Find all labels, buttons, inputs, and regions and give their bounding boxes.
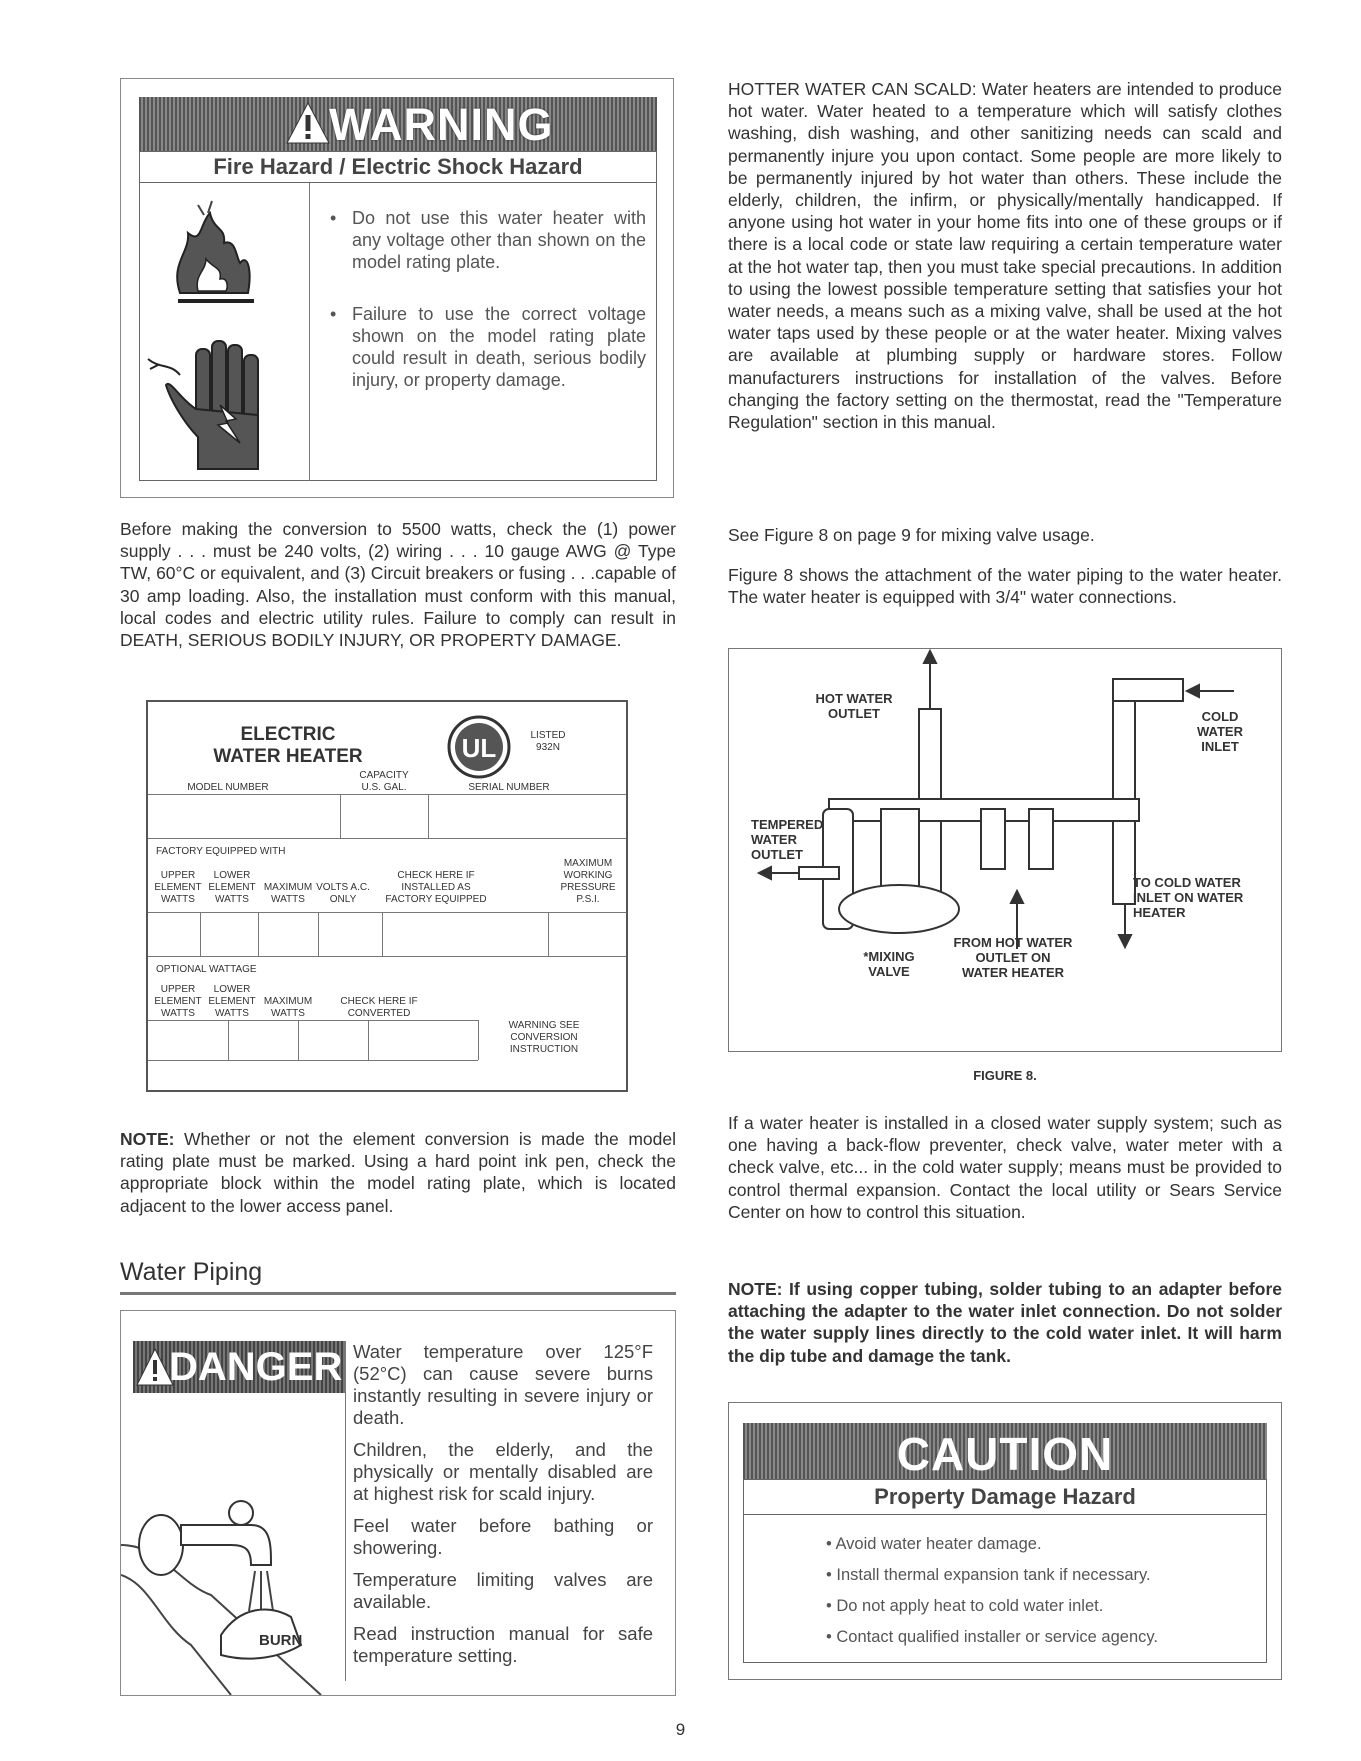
closed-system-paragraph: If a water heater is installed in a closed water supply system; such as one having a back-flow preventer, check valve, water meter with a check valve, etc... in the cold water supply; means must be provided to control thermal expansion. Contact the local utility or Sears Service Center on how to control this situation. [728,1113,1282,1222]
caution-list [826,1529,1158,1653]
maximum-watts-label: MAXIMUM WATTS [263,882,313,905]
to-cold-water-label: TO COLD WATER INLET ON WATER HEATER [1133,875,1244,920]
hot-water-outlet-label: HOT WATER OUTLET [815,691,893,721]
danger-item: Temperature limiting valves are available. [353,1569,653,1612]
faucet-burn-icon [121,1395,345,1695]
fire-icon [140,183,310,323]
figure-intro-paragraph: Figure 8 shows the attachment of the water piping to the water heater. The water heater is equipped with 3/4" water connections. [728,565,1282,608]
serial-number-label: SERIAL NUMBER [468,782,550,793]
caution-item: • Install thermal expansion tank if necessary. [826,1560,1158,1591]
conversion-warning-label: WARNING SEE CONVERSION INSTRUCTION [508,1020,580,1055]
from-hot-water-label: FROM HOT WATER OUTLET ON WATER HEATER [953,935,1073,980]
listed-label: LISTED 932N [530,730,566,753]
working-pressure-label: WORKING PRESSURE P.S.I. [560,870,616,905]
tempered-water-outlet-label: TEMPERED WATER OUTLET [751,817,824,862]
volts-label: VOLTS A.C. ONLY [316,882,370,905]
warning-subtitle: Fire Hazard / Electric Shock Hazard [139,151,657,183]
maximum-label: MAXIMUM [563,858,613,869]
model-rating-plate [146,700,628,1092]
warning-item: • Do not use this water heater with any voltage other than shown on the model rating plate. [326,207,646,273]
caution-title: CAUTION [896,1428,1114,1480]
optional-lower-label: LOWER ELEMENT WATTS [208,984,256,1019]
figure-caption: FIGURE 8. [973,1068,1037,1083]
danger-box [120,1310,676,1696]
plate-title: ELECTRIC WATER HEATER [213,724,363,767]
see-figure-paragraph: See Figure 8 on page 9 for mixing valve usage. [728,525,1095,545]
danger-item: Water temperature over 125°F (52°C) can cause severe burns instantly resulting in severe injury or death. [353,1341,653,1428]
ul-logo-icon [446,714,512,780]
caution-item: • Do not apply heat to cold water inlet. [826,1591,1158,1622]
warning-box [120,78,674,498]
scald-paragraph: HOTTER WATER CAN SCALD: Water heaters are intended to produce hot water. Water heated to a temperature which will satisfy clothes washing, dish washing, and other sanitizing needs can scald and permanently injure you upon contact. Some people are more likely to be permanently injured by hot water than others. These include the elderly, children, the infirm, or physically/mentally handicapped. If anyone using hot water in your home fits into one of these groups or if there is a local code or state law requiring a certain temperature water at the hot water tap, then you must take special precautions. In addition to using the lowest possible temperature setting that satisfies your hot water needs, a means such as a mixing valve, shall be used at the hot water taps used by these people or at the water heater. Mixing valves are available at plumbing supply or hardware stores. Follow manufacturers instructions for installation of the valves. Before changing the factory setting on the thermostat, read the "Temperature Regulation" section in this manual. [728,79,1282,433]
caution-item: • Contact qualified installer or service agency. [826,1622,1158,1653]
check-converted-label: CHECK HERE IF CONVERTED [340,996,418,1019]
warning-title: WARNING [329,99,554,150]
lower-element-label: LOWER ELEMENT WATTS [208,870,256,905]
caution-subtitle: Property Damage Hazard [743,1479,1267,1515]
warning-banner [139,97,657,151]
note-left-paragraph: NOTE: Whether or not the element conversion is made the model rating plate must be marked. Using a hard point ink pen, check the appropriate block within the model rating plate, which is located adjacent to the lower access panel. [120,1129,676,1216]
page-number: 9 [675,1720,686,1739]
mixing-valve-label: *MIXING VALVE [863,949,915,979]
danger-item: Read instruction manual for safe temperature setting. [353,1623,653,1666]
warning-triangle-icon [285,101,331,145]
caution-content [743,1515,1267,1663]
warning-icons [140,183,310,481]
warning-content [139,183,657,481]
model-number-label: MODEL NUMBER [187,782,269,793]
svg-text:BURN: BURN [259,1632,303,1649]
section-title-water-piping: Water Piping [120,1258,263,1286]
danger-banner [133,1341,345,1393]
warning-item: • Failure to use the correct voltage shown on the model rating plate could result in death, serious bodily injury, or property damage. [326,303,646,391]
note-right-paragraph: NOTE: If using copper tubing, solder tubing to an adapter before attaching the adapter to the water inlet connection. Do not solder the water supply lines directly to the cold water inlet. It will harm the dip tube and damage the tank. [728,1279,1282,1366]
section-divider [120,1292,676,1295]
optional-wattage-label: OPTIONAL WATTAGE [156,964,257,975]
check-installed-label: CHECK HERE IF INSTALLED AS FACTORY EQUIPPED [385,870,487,905]
gallons-label: U.S. GAL. [361,782,407,793]
upper-element-label: UPPER ELEMENT WATTS [154,870,202,905]
optional-maximum-label: MAXIMUM WATTS [263,996,313,1019]
electric-shock-hand-icon [140,319,310,479]
factory-equipped-label: FACTORY EQUIPPED WITH [156,846,286,857]
figure-8-diagram [728,648,1282,1052]
caution-box [728,1402,1282,1680]
danger-item: Children, the elderly, and the physically or mentally disabled are at highest risk for scald injury. [353,1439,653,1504]
svg-text:UL: UL [461,733,497,763]
cold-water-inlet-label: COLD WATER INLET [1197,709,1243,754]
caution-item: • Avoid water heater damage. [826,1529,1158,1560]
danger-title: DANGER [169,1345,343,1389]
conversion-paragraph: Before making the conversion to 5500 watts, check the (1) power supply . . . must be 240 volts, (2) wiring . . . 10 gauge AWG @ Type TW, 60°C or equivalent, and (3) Circuit breakers or fusing . . .capable of 30 amp loading. Also, the installation must conform with this manual, local codes and electric utility rules. Failure to comply can result in DEATH, SERIOUS BODILY INJURY, OR PROPERTY DAMAGE. [120,519,676,651]
caution-banner [743,1423,1267,1479]
capacity-label: CAPACITY [359,770,409,781]
danger-list [353,1341,653,1677]
warning-list [326,207,646,421]
danger-item: Feel water before bathing or showering. [353,1515,653,1558]
optional-upper-label: UPPER ELEMENT WATTS [154,984,202,1019]
